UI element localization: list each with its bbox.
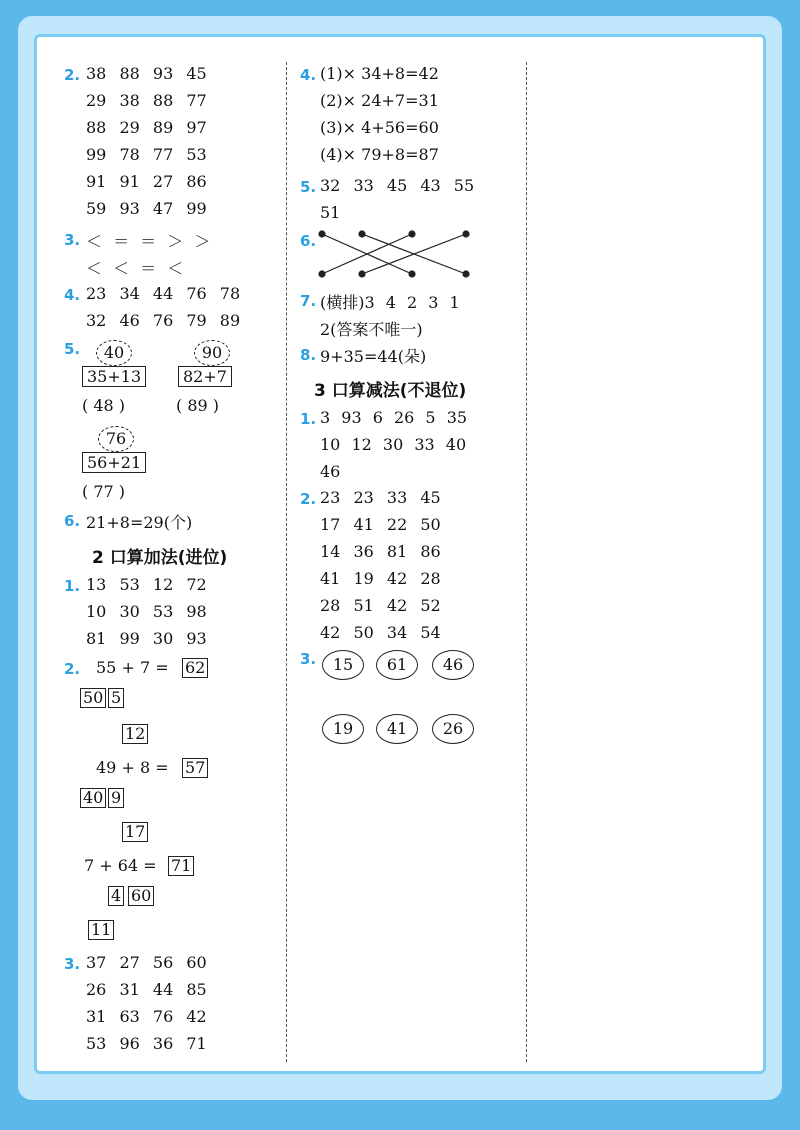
- answer-row: 59 93 47 99: [86, 199, 207, 218]
- split-box: 50: [80, 688, 106, 708]
- answer-row: 32 33 45 43 55: [320, 176, 475, 195]
- equation: 7 + 64 =: [84, 856, 157, 875]
- answer-row: 10 30 53 98: [86, 602, 207, 621]
- q-num: 2.: [64, 660, 81, 678]
- answer-row: 46: [320, 462, 341, 481]
- q-num: 4.: [64, 286, 81, 304]
- sum-bubble: 90: [194, 340, 230, 366]
- answer-row: 14 36 81 86: [320, 542, 441, 561]
- answer-paren: ( 89 ): [176, 396, 220, 415]
- q-num: 5.: [64, 340, 81, 358]
- q-num: 6.: [64, 512, 81, 530]
- q-num: 6.: [300, 232, 317, 250]
- answer-row: 10 12 30 33 40: [320, 435, 467, 454]
- sum-box: 12: [122, 724, 148, 744]
- answer-row: (4)× 79+8=87: [320, 145, 439, 164]
- q-num: 1.: [300, 410, 317, 428]
- answer-row: 2(答案不唯一): [320, 320, 423, 339]
- answer-row: 41 19 42 28: [320, 569, 441, 588]
- answer-row: 3 93 6 26 5 35: [320, 408, 468, 427]
- q-num: 7.: [300, 292, 317, 310]
- answer-row: 53 96 36 71: [86, 1034, 207, 1053]
- answer-paren: ( 77 ): [82, 482, 126, 501]
- expression-box: 35+13: [82, 366, 146, 387]
- split-box: 4: [108, 886, 124, 906]
- equation: 55 + 7 =: [96, 658, 169, 677]
- q-num: 2.: [300, 490, 317, 508]
- answer-row: 81 99 30 93: [86, 629, 207, 648]
- answer-row: 32 46 76 79 89: [86, 311, 241, 330]
- sum-box: 17: [122, 822, 148, 842]
- answer-circle: 46: [432, 650, 474, 680]
- answer-text: 21+8=29(个): [86, 513, 193, 532]
- answer-row: ＜ ＝ ＝ ＞ ＞: [86, 232, 211, 251]
- answer-row: 17 41 22 50: [320, 515, 441, 534]
- column-divider: [286, 62, 287, 1062]
- answer-row: 26 31 44 85: [86, 980, 207, 999]
- answer-circle: 61: [376, 650, 418, 680]
- answer-paren: ( 48 ): [82, 396, 126, 415]
- sum-bubble: 40: [96, 340, 132, 366]
- answer-circle: 41: [376, 714, 418, 744]
- section-heading: 2 口算加法(进位): [92, 548, 228, 568]
- answer-row: (1)× 34+8=42: [320, 64, 439, 83]
- answer-row: 91 91 27 86: [86, 172, 207, 191]
- answer-row: (横排)3 4 2 3 1: [320, 293, 460, 312]
- answer-row: 31 63 76 42: [86, 1007, 207, 1026]
- answer-row: 28 51 42 52: [320, 596, 441, 615]
- answer-text: 9+35=44(朵): [320, 347, 427, 366]
- expression-box: 82+7: [178, 366, 232, 387]
- answer-row: (3)× 4+56=60: [320, 118, 439, 137]
- split-box: 40: [80, 788, 106, 808]
- answer-row: 38 88 93 45: [86, 64, 207, 83]
- answer-row: 88 29 89 97: [86, 118, 207, 137]
- answer-row: (2)× 24+7=31: [320, 91, 439, 110]
- q-num: 3.: [300, 650, 317, 668]
- answer-circle: 19: [322, 714, 364, 744]
- answer-circle: 26: [432, 714, 474, 744]
- q-num: 8.: [300, 346, 317, 364]
- answer-row: 37 27 56 60: [86, 953, 207, 972]
- answer-row: 23 34 44 76 78: [86, 284, 241, 303]
- q-num: 2.: [64, 66, 81, 84]
- answer-circle: 15: [322, 650, 364, 680]
- answer-box: 71: [168, 856, 194, 876]
- split-box: 5: [108, 688, 124, 708]
- answer-box: 57: [182, 758, 208, 778]
- split-box: 9: [108, 788, 124, 808]
- q-num: 5.: [300, 178, 317, 196]
- answer-row: 29 38 88 77: [86, 91, 207, 110]
- answer-row: ＜ ＜ ＝ ＜: [86, 259, 184, 278]
- q-num: 4.: [300, 66, 317, 84]
- answer-box: 62: [182, 658, 208, 678]
- sum-bubble: 76: [98, 426, 134, 452]
- matching-lines: [316, 228, 476, 280]
- answer-row: 42 50 34 54: [320, 623, 441, 642]
- split-box: 60: [128, 886, 154, 906]
- answer-row: 13 53 12 72: [86, 575, 207, 594]
- q-num: 3.: [64, 231, 81, 249]
- answer-row: 99 78 77 53: [86, 145, 207, 164]
- answer-row: 51: [320, 203, 341, 222]
- equation: 49 + 8 =: [96, 758, 169, 777]
- answer-row: 23 23 33 45: [320, 488, 441, 507]
- sum-box: 11: [88, 920, 114, 940]
- section-heading: 3 口算减法(不退位): [314, 381, 467, 401]
- q-num: 3.: [64, 955, 81, 973]
- expression-box: 56+21: [82, 452, 146, 473]
- q-num: 1.: [64, 577, 81, 595]
- column-divider: [526, 62, 527, 1062]
